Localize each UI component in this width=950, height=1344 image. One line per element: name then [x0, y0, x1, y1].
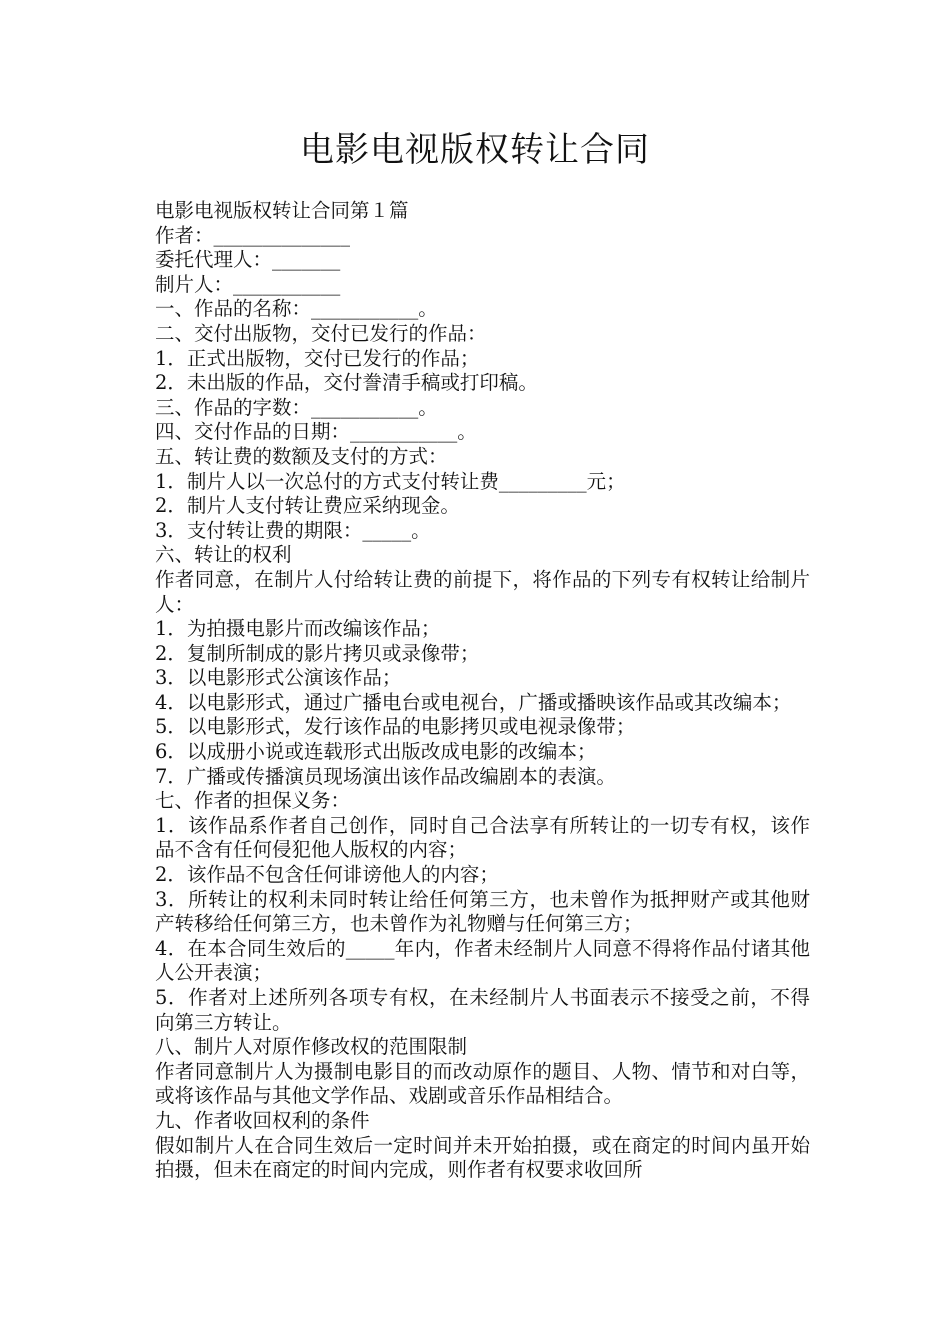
clause-line: 七、作者的担保义务： — [155, 789, 351, 813]
clause-line: 五、转让费的数额及支付的方式： — [155, 444, 448, 468]
clause-line: 3．支付转让费的期限：_____。 — [155, 518, 431, 542]
clause-line: 三、作品的字数：___________。 — [155, 395, 438, 419]
clause-line: 5．以电影形式，发行该作品的电影拷贝或电视录像带； — [155, 715, 636, 739]
document-title: 电影电视版权转让合同 — [300, 130, 650, 170]
author-field: 作者：______________ — [155, 223, 351, 247]
clause-line: 2．该作品不包含任何诽谤他人的内容； — [155, 863, 499, 887]
document-body — [145, 199, 810, 1183]
clause-line: 九、作者收回权利的条件 — [155, 1108, 370, 1132]
clause-line: 二、交付出版物，交付已发行的作品： — [155, 321, 487, 345]
clause-paragraph: 4．以电影形式，通过广播电台或电视台，广播或播映该作品或其改编本； — [155, 690, 792, 714]
clause-line: 一、作品的名称：___________。 — [155, 297, 438, 321]
clause-line: 2．制片人支付转让费应采纳现金。 — [155, 494, 460, 518]
clause-paragraph: 假如制片人在合同生效后一定时间并未开始拍摄，或在商定的时间内虽开始拍摄，但未在商定的时间内完成，则作者有权要求收回所 — [155, 1133, 810, 1182]
clause-paragraph: 5．作者对上述所列各项专有权，在未经制片人书面表示不接受之前，不得向第三方转让。 — [155, 986, 810, 1034]
chapter-heading: 电影电视版权转让合同第１篇 — [155, 199, 409, 222]
clause-line: 1．为拍摄电影片而改编该作品； — [155, 617, 441, 641]
clause-line: 四、交付作品的日期：___________。 — [155, 420, 477, 444]
clause-line: 7．广播或传播演员现场演出该作品改编剧本的表演。 — [155, 764, 616, 788]
clause-line: 1．正式出版物，交付已发行的作品； — [155, 346, 480, 370]
clause-line: 2．复制所制成的影片拷贝或录像带； — [155, 641, 480, 665]
clause-paragraph: 4．在本合同生效后的_____年内，作者未经制片人同意不得将作品付诸其他人公开表演； — [155, 936, 810, 985]
clause-paragraph: 作者同意制片人为摄制电影目的而改动原作的题目、人物、情节和对白等，或将该作品与其他文学作品、戏剧或音乐作品相结合。 — [155, 1059, 810, 1108]
clause-line: 3．以电影形式公演该作品； — [155, 666, 402, 690]
clause-paragraph: 1．该作品系作者自己创作，同时自己合法享有所转让的一切专有权，该作品不含有任何侵犯他人版权的内容； — [155, 813, 810, 862]
producer-field: 制片人：___________ — [155, 272, 341, 296]
clause-paragraph: 作者同意，在制片人付给转让费的前提下，将作品的下列专有权转让给制片人： — [155, 567, 810, 616]
clause-line: 2．未出版的作品，交付誊清手稿或打印稿。 — [155, 371, 538, 395]
clause-line: 1．制片人以一次总付的方式支付转让费_________元； — [155, 469, 626, 493]
agent-field: 委托代理人：_______ — [155, 248, 341, 272]
clause-line: 6．以成册小说或连载形式出版改成电影的改编本； — [155, 740, 597, 764]
clause-line: 八、制片人对原作修改权的范围限制 — [155, 1035, 468, 1059]
clause-paragraph: 3．所转让的权利未同时转让给任何第三方，也未曾作为抵押财产或其他财产转移给任何第三方，也未曾作为礼物赠与任何第三方； — [155, 887, 810, 936]
clause-line: 六、转让的权利 — [155, 543, 292, 567]
